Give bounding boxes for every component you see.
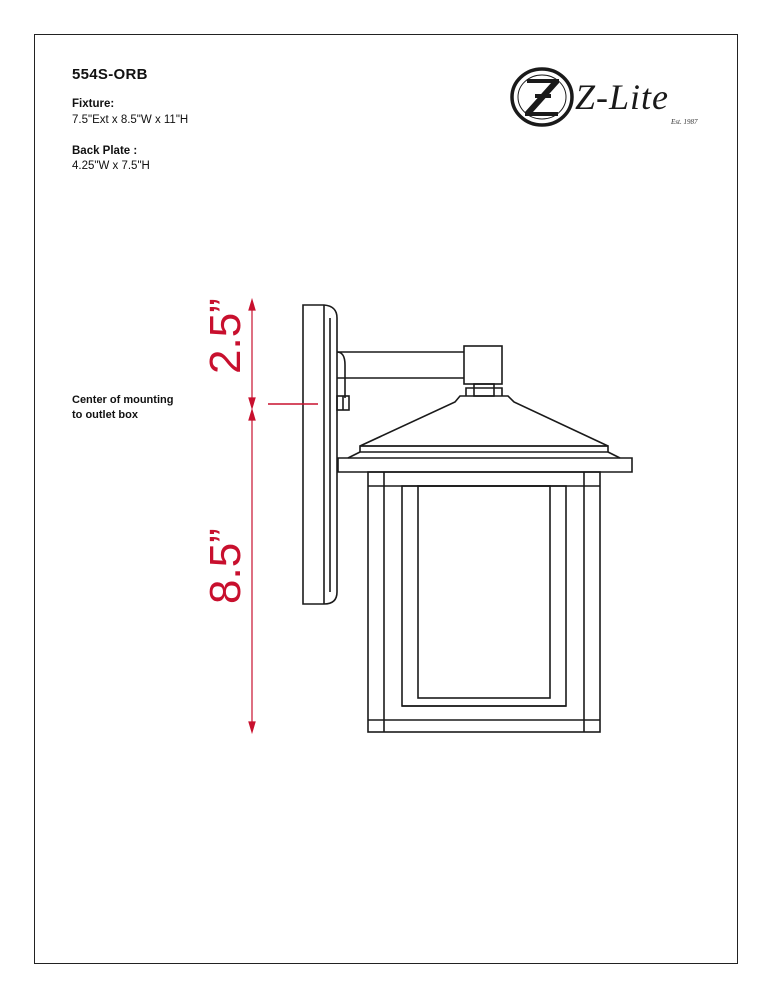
lantern-eave [338, 458, 632, 472]
dimension-lines [249, 300, 318, 732]
back-plate [303, 305, 337, 604]
arm-knuckle [464, 346, 502, 384]
mounting-note-line-1: Center of mounting [72, 394, 174, 406]
mounting-arm [337, 352, 464, 398]
mounting-note-line-2: to outlet box [72, 409, 138, 421]
model-number: 554S-ORB [72, 66, 148, 83]
backplate-label: Back Plate : [72, 145, 138, 157]
lantern-roof [360, 396, 608, 446]
fixture-dimensions: 7.5"Ext x 8.5"W x 11"H [72, 114, 189, 126]
dimension-upper-label: 2.5” [201, 298, 250, 374]
glass-panel [402, 486, 566, 706]
fixture-outline [303, 305, 632, 732]
brand-name: Z-Lite [575, 77, 670, 117]
fixture-label: Fixture: [72, 98, 115, 110]
dimension-lower-label: 8.5” [201, 528, 250, 604]
backplate-dimensions: 4.25"W x 7.5"H [72, 160, 150, 172]
brand-established: Est. 1987 [671, 118, 698, 126]
